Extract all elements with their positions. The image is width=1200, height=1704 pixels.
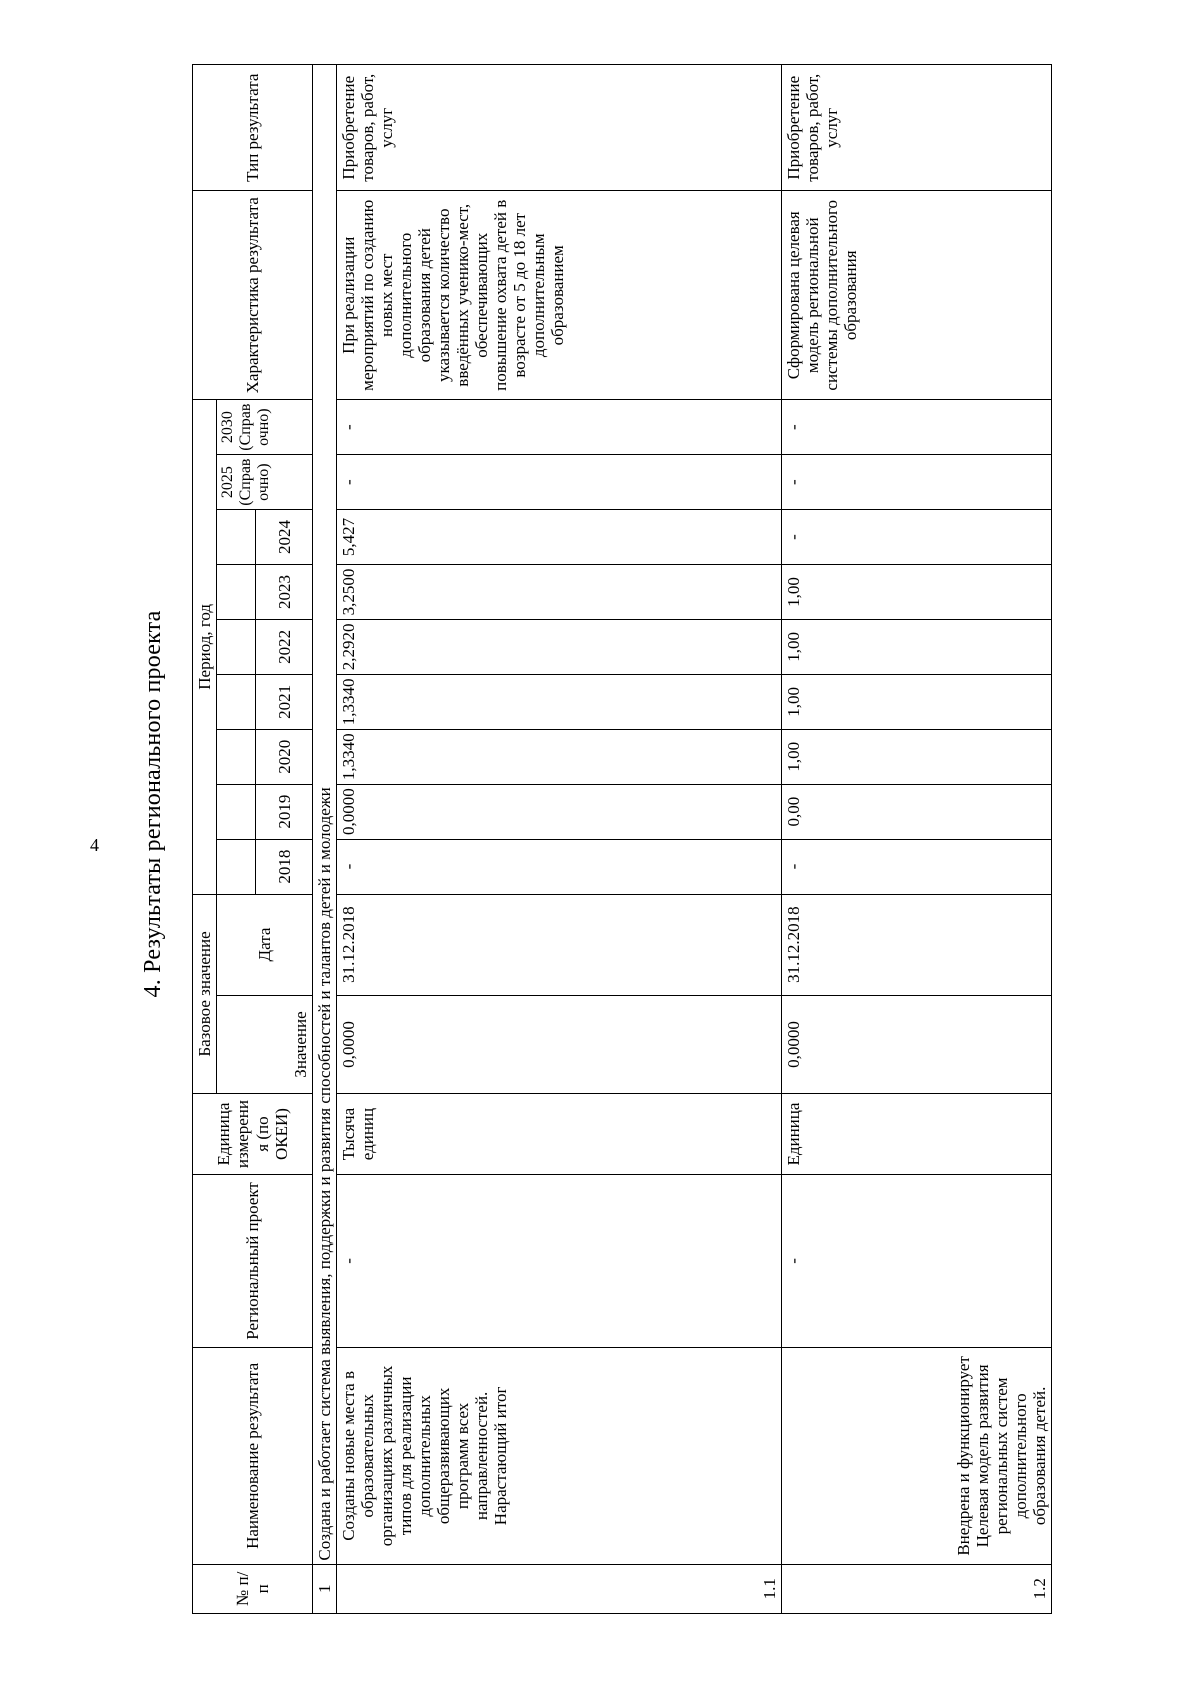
header-year-2018: 2018: [256, 839, 313, 894]
header-year-blank: [217, 674, 256, 729]
row-base-value: 0,0000: [782, 995, 1052, 1094]
header-unit: Единица измерения (по ОКЕИ): [193, 1094, 313, 1174]
header-regional-project: Региональный проект: [193, 1174, 313, 1348]
header-year-blank: [217, 839, 256, 894]
section-row: [313, 65, 337, 1614]
header-name: Наименование результата: [193, 1348, 313, 1564]
row-characteristic: Сформирована целевая модель региональной системы дополнительного образования: [782, 191, 1052, 400]
row-value-2030: -: [782, 400, 1052, 455]
row-base-value: 0,0000: [337, 995, 782, 1094]
row-value-2030: -: [337, 400, 782, 455]
header-type: Тип результата: [193, 65, 313, 191]
row-type: Приобретение товаров, работ, услуг: [337, 65, 782, 191]
header-year-2023: 2023: [256, 565, 313, 620]
row-num: 1.2: [782, 1564, 1052, 1613]
table-row: [337, 65, 782, 1614]
header-year-blank: [217, 510, 256, 565]
header-num: № п/п: [193, 1564, 313, 1613]
header-base-value-date: Дата: [217, 894, 313, 995]
header-period: Период, год: [193, 400, 217, 894]
row-value-2021: 1,00: [782, 674, 1052, 729]
header-year-2025: 2025 (Справочно): [217, 455, 313, 510]
header-year-2021: 2021: [256, 674, 313, 729]
row-unit: Тысяча единиц: [337, 1094, 782, 1174]
row-value-2021: 1,3340: [337, 674, 782, 729]
header-year-2019: 2019: [256, 784, 313, 839]
table-row: [782, 65, 1052, 1614]
header-year-2022: 2022: [256, 619, 313, 674]
row-value-2019: 0,00: [782, 784, 1052, 839]
header-year-2020: 2020: [256, 729, 313, 784]
header-row-1: [193, 65, 217, 1614]
row-value-2024: -: [782, 510, 1052, 565]
row-value-2022: 2,2920: [337, 619, 782, 674]
row-name: Внедрена и функционирует Целевая модель развития региональных систем дополнительного образования детей.: [782, 1348, 1052, 1564]
row-regional-project: -: [782, 1174, 1052, 1348]
row-value-2022: 1,00: [782, 619, 1052, 674]
header-year-blank: [217, 619, 256, 674]
section-text: Создана и работает система выявления, поддержки и развития способностей и талантов детей и молодежи: [313, 65, 337, 1565]
row-name: Созданы новые места в образовательных организациях различных типов для реализации дополнительных общеразвивающих программ всех направленностей. Нарастающий итог: [337, 1348, 782, 1564]
row-type: Приобретение товаров, работ, услуг: [782, 65, 1052, 191]
row-value-2020: 1,00: [782, 729, 1052, 784]
row-value-2018: -: [337, 839, 782, 894]
row-base-date: 31.12.2018: [782, 894, 1052, 995]
row-value-2023: 3,2500: [337, 565, 782, 620]
row-value-2020: 1,3340: [337, 729, 782, 784]
row-value-2019: 0,0000: [337, 784, 782, 839]
row-regional-project: -: [337, 1174, 782, 1348]
section-num: 1: [313, 1564, 337, 1613]
header-year-blank: [217, 729, 256, 784]
row-base-date: 31.12.2018: [337, 894, 782, 995]
page-number: 4: [90, 835, 99, 855]
header-year-2030: 2030 (Справочно): [217, 400, 313, 455]
row-value-2024: 5,427: [337, 510, 782, 565]
row-value-2018: -: [782, 839, 1052, 894]
row-value-2025: -: [782, 455, 1052, 510]
row-unit: Единица: [782, 1094, 1052, 1174]
header-base-value: Базовое значение: [193, 894, 217, 1094]
row-value-2023: 1,00: [782, 565, 1052, 620]
row-value-2025: -: [337, 455, 782, 510]
header-year-blank: [217, 784, 256, 839]
row-num: 1.1: [337, 1564, 782, 1613]
header-year-2024: 2024: [256, 510, 313, 565]
header-base-value-val: Значение: [217, 995, 313, 1094]
header-characteristic: Характеристика результата: [193, 191, 313, 400]
results-table: [192, 64, 1052, 1614]
row-characteristic: При реализации мероприятий по созданию новых мест дополнительного образования детей указывается количество введённых ученико-мест, обеспечивающих повышение охвата детей в возрасте от 5 до 18 лет дополнительным образованием: [337, 191, 782, 400]
header-year-blank: [217, 565, 256, 620]
section-title: 4. Результаты регионального проекта: [140, 610, 166, 998]
